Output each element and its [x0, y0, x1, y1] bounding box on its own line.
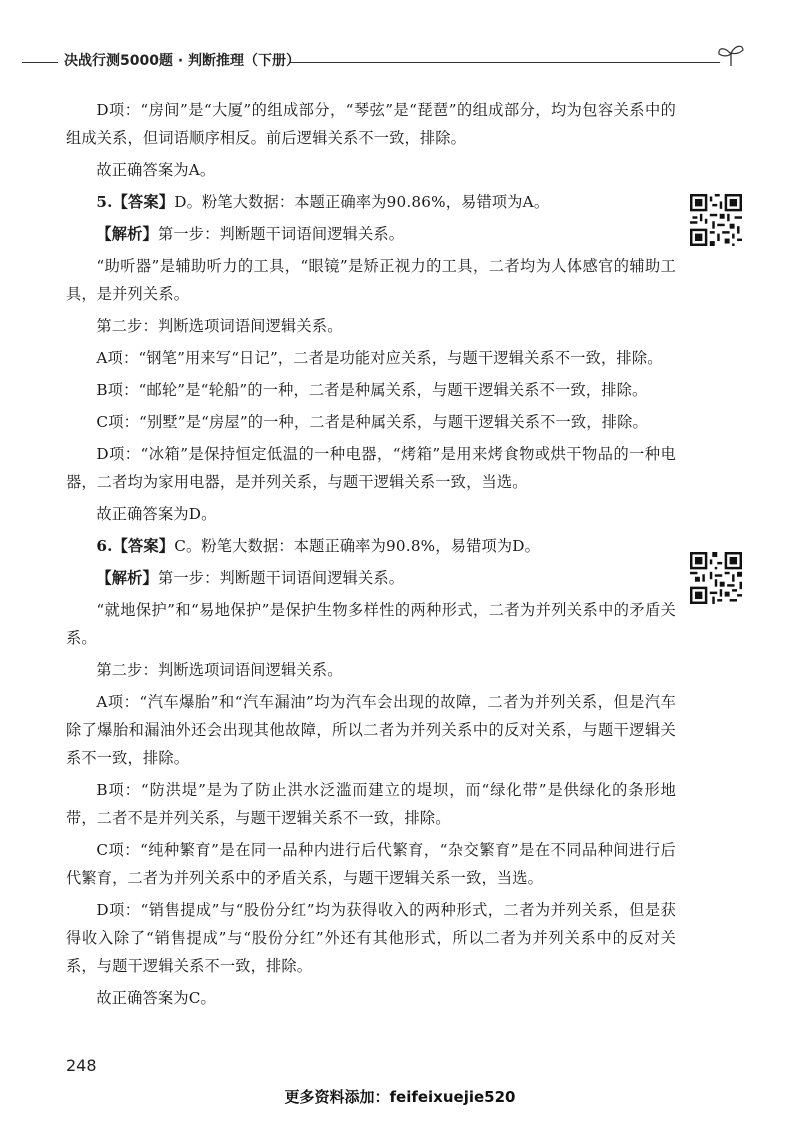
option-d: D项：“冰箱”是保持恒定低温的一种电器，“烤箱”是用来烤食物或烘干物品的一种电器，二者均为家用电器，是并列关系，与题干逻辑关系一致，当选。 [66, 445, 676, 491]
header-rule-right [290, 62, 720, 63]
answer-content [66, 96, 676, 1016]
answer-label: 5.【答案】 [96, 193, 175, 211]
paragraph: 故正确答案为D。 [96, 505, 217, 523]
analysis-label: 【解析】 [96, 569, 158, 587]
option-b: B项：“防洪堤”是为了防止洪水泛滥而建立的堤坝，而“绿化带”是供绿化的条形地带，二者不是并列关系，与题干逻辑关系不一致，排除。 [66, 781, 676, 827]
analysis-label: 【解析】 [96, 225, 158, 243]
paragraph: 故正确答案为C。 [96, 989, 216, 1007]
paragraph: 故正确答案为A。 [96, 161, 216, 179]
option-a: A项：“汽车爆胎”和“汽车漏油”均为汽车会出现的故障，二者为并列关系，但是汽车除了爆胎和漏油外还会出现其他故障，所以二者为并列关系中的反对关系，与题干逻辑关系不一致，排除。 [66, 693, 676, 767]
page-number: 248 [66, 1056, 97, 1075]
answer-heading-6: 6.【答案】C。粉笔大数据：本题正确率为90.8%，易错项为D。 [96, 537, 541, 555]
answer-label: 6.【答案】 [96, 537, 175, 555]
analysis-heading: 【解析】第一步：判断题干词语间逻辑关系。 [96, 569, 405, 587]
option-c: C项：“别墅”是“房屋”的一种，二者是种属关系，与题干逻辑关系不一致，排除。 [96, 413, 648, 431]
option-b: B项：“邮轮”是“轮船”的一种，二者是种属关系，与题干逻辑关系不一致，排除。 [96, 381, 648, 399]
paragraph: “助听器”是辅助听力的工具，“眼镜”是矫正视力的工具，二者均为人体感官的辅助工具，是并列关系。 [66, 257, 676, 303]
analysis-heading: 【解析】第一步：判断题干词语间逻辑关系。 [96, 225, 405, 243]
answer-heading-5: 5.【答案】D。粉笔大数据：本题正确率为90.86%，易错项为A。 [96, 193, 550, 211]
option-c: C项：“纯种繁育”是在同一品种内进行后代繁育，“杂交繁育”是在不同品种间进行后代繁育，二者为并列关系中的矛盾关系，与题干逻辑关系一致，当选。 [66, 841, 676, 887]
paragraph: D项：“房间”是“大厦”的组成部分，“琴弦”是“琵琶”的组成部分，均为包容关系中的组成关系，但词语顺序相反。前后逻辑关系不一致，排除。 [66, 101, 676, 147]
sprout-icon [716, 42, 746, 68]
book-title: 决战行测5000题 · 判断推理（下册） [64, 53, 301, 69]
paragraph: “就地保护”和“易地保护”是保护生物多样性的两种形式，二者为并列关系中的矛盾关系。 [66, 601, 676, 647]
qr-code-icon[interactable] [690, 194, 742, 246]
footer-note: 更多资料添加：feifeixuejie520 [284, 1088, 516, 1106]
option-d: D项：“销售提成”与“股份分红”均为获得收入的两种形式，二者为并列关系，但是获得收入除了“销售提成”与“股份分红”外还有其他形式，所以二者为并列关系中的反对关系，与题干逻辑关系不一致，排除。 [66, 901, 676, 975]
running-header [0, 40, 800, 84]
paragraph: 第二步：判断选项词语间逻辑关系。 [96, 661, 343, 679]
paragraph: 第二步：判断选项词语间逻辑关系。 [96, 317, 343, 335]
qr-code-icon[interactable] [690, 552, 742, 604]
header-rule-left [22, 62, 58, 63]
option-a: A项：“钢笔”用来写“日记”，二者是功能对应关系，与题干逻辑关系不一致，排除。 [96, 349, 663, 367]
